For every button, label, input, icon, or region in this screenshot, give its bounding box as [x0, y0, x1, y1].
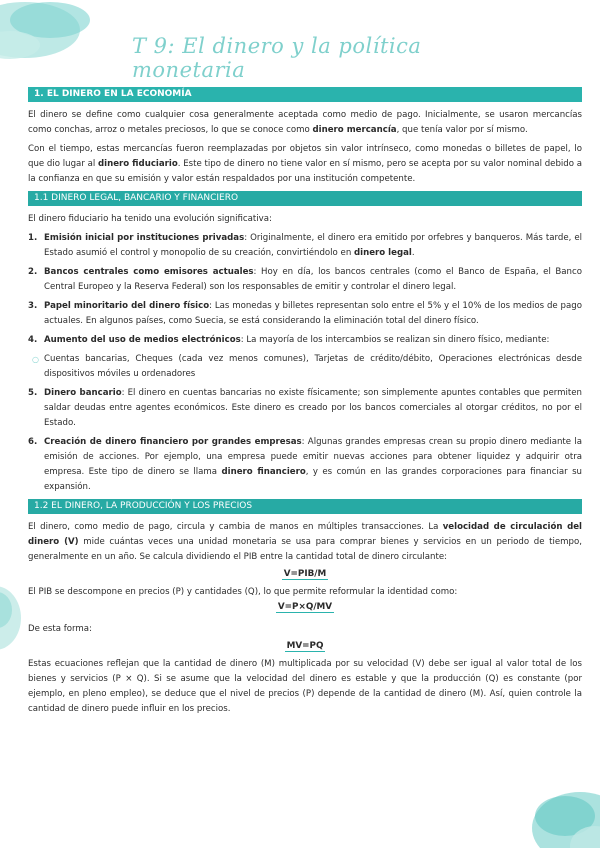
formula-velocidad: V=PIB/M: [283, 569, 327, 579]
circle-bullet-icon: ○: [32, 355, 39, 364]
evolution-list: [28, 231, 582, 495]
watercolor-splash-left: [0, 580, 30, 655]
list-subitem: ○ Cuentas bancarias, Cheques (cada vez menos comunes), Tarjetas de crédito/débito, Operaciones electrónicas desde dispositivos móviles u ordenadores: [32, 354, 582, 379]
formula-identidad: V=P×Q/MV: [277, 602, 333, 612]
paragraph-dinero-definicion: El dinero se define como cualquier cosa generalmente aceptada como medio de pago. Inicialmente, se usaron mercancías como conchas, arroz o metales preciosos, lo que se conoce como dinero mercancía, que tenía valor por sí mismo.: [28, 110, 582, 135]
watercolor-splash-top-left: [0, 0, 130, 70]
paragraph-evolucion: El dinero fiduciario ha tenido una evolución significativa:: [28, 214, 272, 224]
list-item: 6. Creación de dinero financiero por grandes empresas: Algunas grandes empresas crean su propio dinero mediante la emisión de acciones. Por ejemplo, una empresa puede emitir nuevas acciones para obtener liquidez y adquirir otra empresa. Este tipo de dinero se llama dinero financiero, y es común en las grandes corporaciones para financiar su expansión.: [28, 437, 582, 492]
document-body: [28, 87, 582, 721]
section-heading-1-1: 1.1 DINERO LEGAL, BANCARIO Y FINANCIERO: [28, 191, 582, 206]
page-title: T 9: El dinero y la política monetaria: [132, 34, 422, 82]
section-heading-1-2: 1.2 EL DINERO, LA PRODUCCIÓN Y LOS PRECIOS: [28, 499, 582, 514]
paragraph-dinero-fiduciario: Con el tiempo, estas mercancías fueron reemplazadas por objetos sin valor intrínseco, como monedas o billetes de papel, lo que dio lugar al dinero fiduciario. Este tipo de dinero no tiene valor en sí mismo, pero se acepta por su valor nominal debido a la confianza en que su emisión y valor están respaldados por una institución competente.: [28, 144, 583, 184]
section-heading-1: 1. EL DINERO EN LA ECONOMÍA: [28, 87, 582, 102]
list-item: 2. Bancos centrales como emisores actuales: Hoy en día, los bancos centrales (como el Banco de España, el Banco Central Europeo y la Reserva Federal) son los responsables de emitir y controlar el dinero legal.: [28, 267, 582, 292]
list-item: 4. Aumento del uso de medios electrónicos: La mayoría de los intercambios se realizan sin dinero físico, mediante:: [28, 335, 550, 345]
paragraph-pib: El PIB se descompone en precios (P) y cantidades (Q), lo que permite reformular la identidad como:: [28, 587, 458, 597]
watercolor-splash-bottom-right: [510, 768, 600, 848]
list-item: 3. Papel minoritario del dinero físico: Las monedas y billetes representan solo entre el 5% y el 10% de los medios de pago actuales. En algunos países, como Suecia, se está considerando la eliminación total del dinero físico.: [28, 301, 582, 326]
formula-cuantitativa: MV=PQ: [286, 641, 324, 651]
list-item: 5. Dinero bancario: El dinero en cuentas bancarias no existe físicamente; son simplemente apuntes contables que permiten saldar deudas entre agentes económicos. Este dinero es creado por los bancos comerciales al otorgar créditos, no por el Estado.: [28, 388, 582, 428]
paragraph-velocidad: El dinero, como medio de pago, circula y cambia de manos en múltiples transacciones. La velocidad de circulación del dinero (V) mide cuántas veces una unidad monetaria se usa para comprar bienes y servicios en un periodo de tiempo, generalmente en un año. Se calcula dividiendo el PIB entre la cantidad total de dinero circulante:: [28, 522, 583, 562]
paragraph-de-esta-forma: De esta forma:: [28, 624, 92, 634]
paragraph-conclusion: Estas ecuaciones reflejan que la cantidad de dinero (M) multiplicada por su velocidad (V) debe ser igual al valor total de los bienes y servicios (P × Q). Si se asume que la velocidad del dinero es estable y que la producción (Q) es constante (por ejemplo, en pleno empleo), se deduce que el nivel de precios (P) depende de la cantidad de dinero (M). Así, quien controle la cantidad de dinero puede influir en los precios.: [28, 659, 582, 714]
list-item: 1. Emisión inicial por instituciones privadas: Originalmente, el dinero era emitido por orfebres y banqueros. Más tarde, el Estado asumió el control y monopolio de su creación, convirtiéndolo en dinero legal.: [28, 233, 582, 258]
